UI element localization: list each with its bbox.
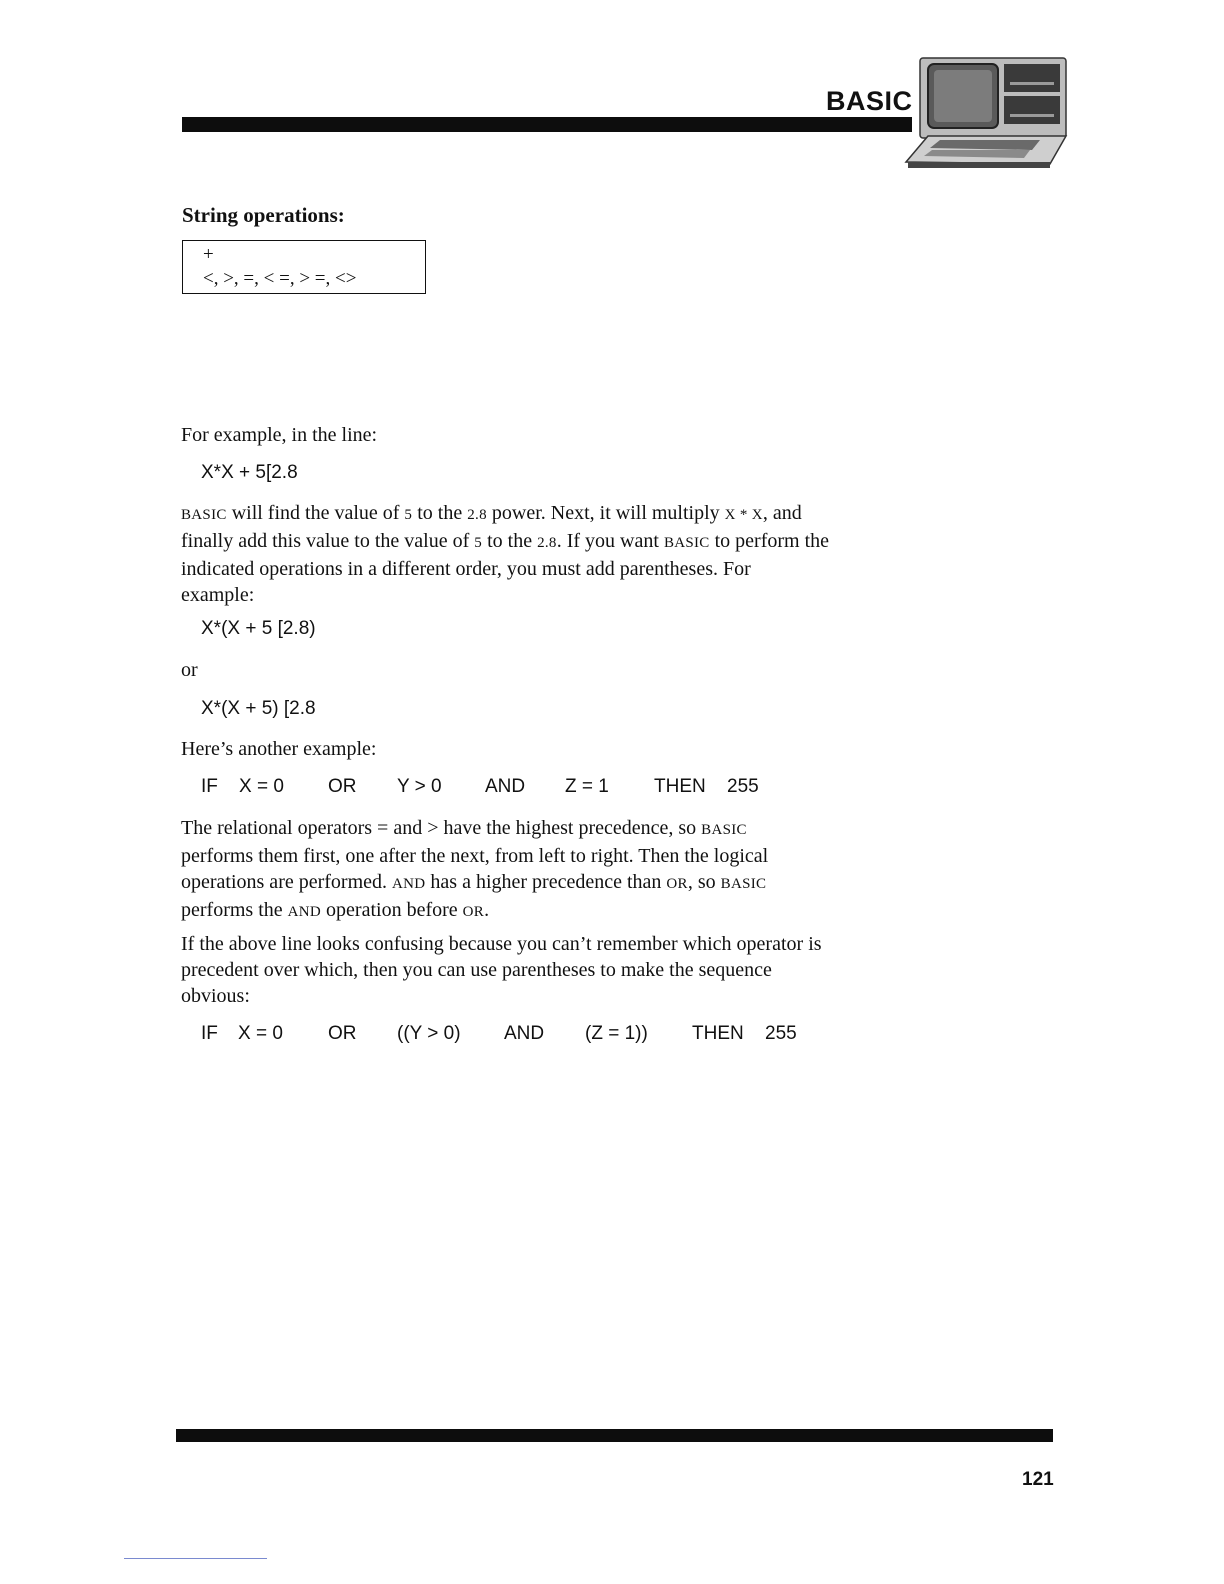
computer-illustration — [900, 52, 1070, 174]
operators-box — [182, 240, 426, 294]
page-number: 121 — [1022, 1469, 1054, 1490]
code-example-3: X*(X + 5) [2.8 — [201, 698, 316, 719]
or-text: or — [181, 659, 198, 681]
code-example-4: IF X = 0 OR Y > 0 AND Z = 1 THEN 255 — [201, 776, 759, 797]
paragraph-3-line-1: If the above line looks confusing because you can’t remember which operator is — [181, 933, 822, 955]
paragraph-2-line-3: operations are performed. AND has a higher precedence than OR, so BASIC — [181, 871, 767, 893]
chapter-title: BASIC — [826, 86, 913, 116]
paragraph-3-line-2: precedent over which, then you can use parentheses to make the sequence — [181, 959, 772, 981]
paragraph-2 — [181, 815, 871, 925]
code-example-2: X*(X + 5 [2.8) — [201, 618, 316, 639]
paragraph-3 — [181, 931, 871, 1009]
intro-text: For example, in the line: — [181, 424, 378, 446]
paragraph-2-line-2: performs them first, one after the next, from left to right. Then the logical — [181, 845, 769, 867]
paragraph-2-line-4: performs the AND operation before OR. — [181, 899, 490, 921]
another-example-text: Here’s another example: — [181, 738, 377, 760]
footer-underline — [124, 1558, 267, 1559]
paragraph-1-line-1: BASIC will find the value of 5 to the 2.8 power. Next, it will multiply X * X, and — [181, 502, 802, 524]
code-example-5: IF X = 0 OR ((Y > 0) AND (Z = 1)) THEN 255 — [201, 1023, 797, 1044]
paragraph-2-line-1: The relational operators = and > have the highest precedence, so BASIC — [181, 817, 747, 839]
paragraph-1-line-3: indicated operations in a different order, you must add parentheses. For — [181, 558, 751, 580]
section-heading: String operations: — [182, 203, 345, 227]
paragraph-1-line-4: example: — [181, 584, 255, 606]
code-example-1: X*X + 5[2.8 — [201, 462, 298, 483]
paragraph-1-line-2: finally add this value to the value of 5 to the 2.8. If you want BASIC to perform the — [181, 530, 830, 552]
paragraph-3-line-3: obvious: — [181, 985, 250, 1007]
operator-relational: <, >, =, < =, > =, <> — [203, 268, 357, 289]
header-rule — [182, 117, 912, 132]
paragraph-1 — [181, 500, 871, 608]
operator-concat: + — [203, 244, 214, 265]
footer-rule — [176, 1429, 1053, 1442]
